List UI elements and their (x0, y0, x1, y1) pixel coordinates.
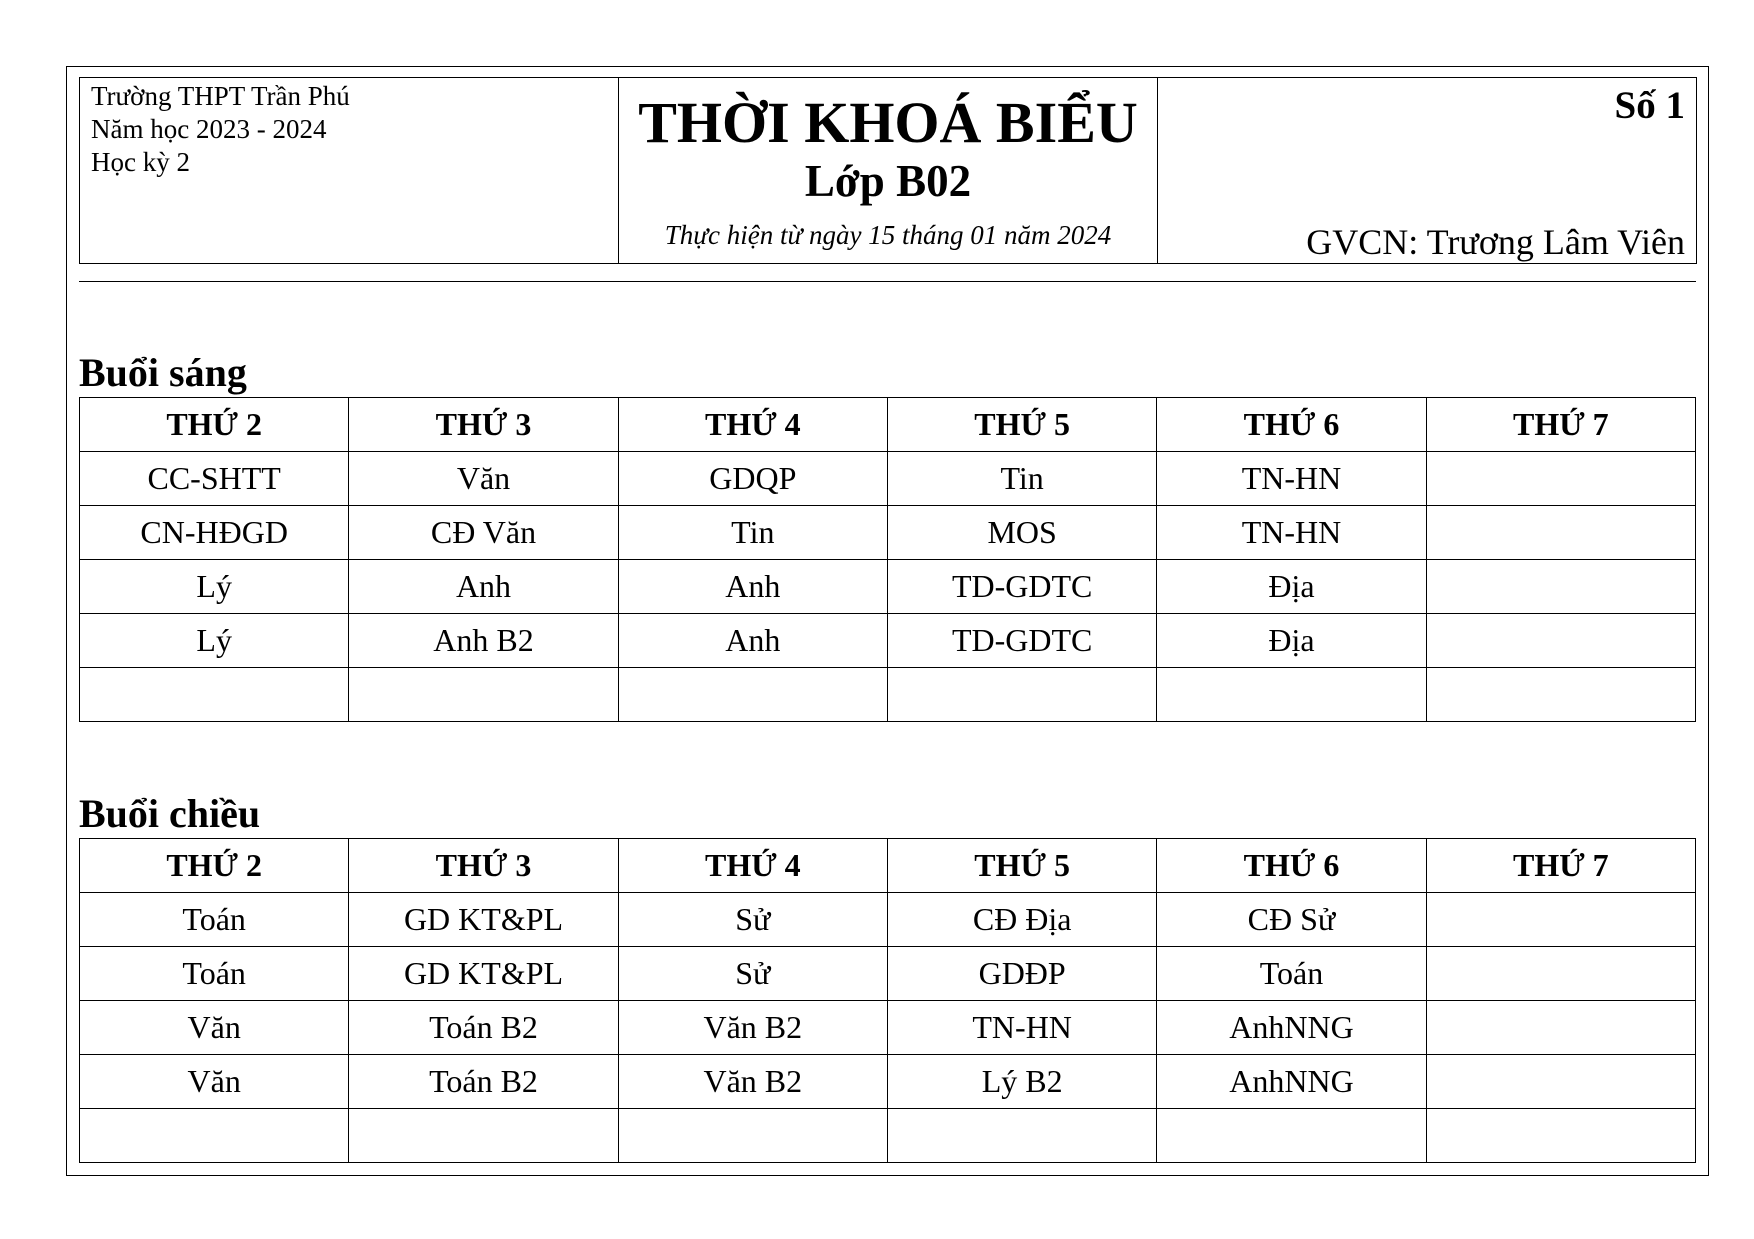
table-row (80, 614, 1696, 668)
lesson-cell: Văn (80, 1055, 349, 1109)
table-row (80, 506, 1696, 560)
header-divider (79, 281, 1696, 282)
lesson-cell: Sử (618, 947, 887, 1001)
table-row (80, 560, 1696, 614)
day-header: THỨ 3 (349, 398, 618, 452)
day-header: THỨ 6 (1157, 839, 1426, 893)
lesson-cell: GD KT&PL (349, 947, 618, 1001)
day-header: THỨ 2 (80, 839, 349, 893)
lesson-cell: Lý (80, 560, 349, 614)
lesson-cell (1426, 506, 1695, 560)
lesson-cell: GDQP (618, 452, 887, 506)
lesson-cell: CĐ Địa (887, 893, 1156, 947)
lesson-cell: Toán (80, 947, 349, 1001)
lesson-cell: GD KT&PL (349, 893, 618, 947)
lesson-cell (1426, 560, 1695, 614)
lesson-cell (1157, 668, 1426, 722)
day-header: THỨ 4 (618, 398, 887, 452)
lesson-cell (1426, 947, 1695, 1001)
lesson-cell: Văn B2 (618, 1001, 887, 1055)
lesson-cell: CĐ Sử (1157, 893, 1426, 947)
lesson-cell: TN-HN (887, 1001, 1156, 1055)
lesson-cell: GDĐP (887, 947, 1156, 1001)
lesson-cell: Văn (349, 452, 618, 506)
day-header: THỨ 5 (887, 398, 1156, 452)
afternoon-section-title: Buổi chiều (79, 791, 261, 836)
lesson-cell (1426, 668, 1695, 722)
day-header: THỨ 4 (618, 839, 887, 893)
homeroom-teacher: GVCN: Trương Lâm Viên (1306, 222, 1685, 262)
lesson-cell: TN-HN (1157, 452, 1426, 506)
page-title: THỜI KHOÁ BIỂU (638, 90, 1138, 155)
lesson-cell (1426, 452, 1695, 506)
lesson-cell: Anh (618, 614, 887, 668)
lesson-cell (1157, 1109, 1426, 1163)
lesson-cell: TD-GDTC (887, 560, 1156, 614)
day-header: THỨ 7 (1426, 839, 1695, 893)
info-cell (1158, 78, 1697, 264)
lesson-cell: AnhNNG (1157, 1055, 1426, 1109)
header-table (79, 77, 1697, 264)
table-row (80, 452, 1696, 506)
lesson-cell (887, 1109, 1156, 1163)
lesson-cell: Toán (80, 893, 349, 947)
lesson-cell: Văn (80, 1001, 349, 1055)
day-header: THỨ 7 (1426, 398, 1695, 452)
table-row (80, 947, 1696, 1001)
lesson-cell (80, 1109, 349, 1163)
lesson-cell: Văn B2 (618, 1055, 887, 1109)
school-info-cell (80, 78, 619, 264)
lesson-cell: CC-SHTT (80, 452, 349, 506)
lesson-cell: Địa (1157, 614, 1426, 668)
lesson-cell (1426, 614, 1695, 668)
lesson-cell: Anh B2 (349, 614, 618, 668)
lesson-cell: Toán B2 (349, 1055, 618, 1109)
lesson-cell (1426, 1001, 1695, 1055)
lesson-cell (887, 668, 1156, 722)
semester: Học kỳ 2 (91, 147, 190, 177)
table-row (80, 893, 1696, 947)
day-header: THỨ 3 (349, 839, 618, 893)
school-year: Năm học 2023 - 2024 (91, 114, 327, 144)
lesson-cell (80, 668, 349, 722)
lesson-cell: Tin (618, 506, 887, 560)
lesson-cell: Lý B2 (887, 1055, 1156, 1109)
class-name: Lớp B02 (804, 156, 972, 206)
day-header: THỨ 5 (887, 839, 1156, 893)
lesson-cell (349, 1109, 618, 1163)
lesson-cell: TD-GDTC (887, 614, 1156, 668)
morning-header-row (80, 398, 1696, 452)
lesson-cell: Sử (618, 893, 887, 947)
lesson-cell: Toán (1157, 947, 1426, 1001)
table-row (80, 1001, 1696, 1055)
lesson-cell: CN-HĐGD (80, 506, 349, 560)
school-name: Trường THPT Trần Phú (91, 81, 350, 111)
lesson-cell: Tin (887, 452, 1156, 506)
afternoon-header-row (80, 839, 1696, 893)
table-row (80, 668, 1696, 722)
lesson-cell: TN-HN (1157, 506, 1426, 560)
lesson-cell: Lý (80, 614, 349, 668)
lesson-cell (1426, 1055, 1695, 1109)
lesson-cell: MOS (887, 506, 1156, 560)
morning-schedule-table (79, 397, 1696, 722)
lesson-cell: Anh (618, 560, 887, 614)
effective-date: Thực hiện từ ngày 15 tháng 01 năm 2024 (664, 220, 1112, 250)
lesson-cell (618, 1109, 887, 1163)
schedule-number: Số 1 (1614, 84, 1685, 127)
day-header: THỨ 6 (1157, 398, 1426, 452)
table-row (80, 1055, 1696, 1109)
lesson-cell (349, 668, 618, 722)
lesson-cell: AnhNNG (1157, 1001, 1426, 1055)
lesson-cell: CĐ Văn (349, 506, 618, 560)
lesson-cell (1426, 893, 1695, 947)
lesson-cell: Địa (1157, 560, 1426, 614)
day-header: THỨ 2 (80, 398, 349, 452)
afternoon-schedule-table (79, 838, 1696, 1163)
lesson-cell (1426, 1109, 1695, 1163)
morning-section-title: Buổi sáng (79, 350, 247, 395)
lesson-cell (618, 668, 887, 722)
lesson-cell: Anh (349, 560, 618, 614)
lesson-cell: Toán B2 (349, 1001, 618, 1055)
title-cell (619, 78, 1158, 264)
table-row (80, 1109, 1696, 1163)
